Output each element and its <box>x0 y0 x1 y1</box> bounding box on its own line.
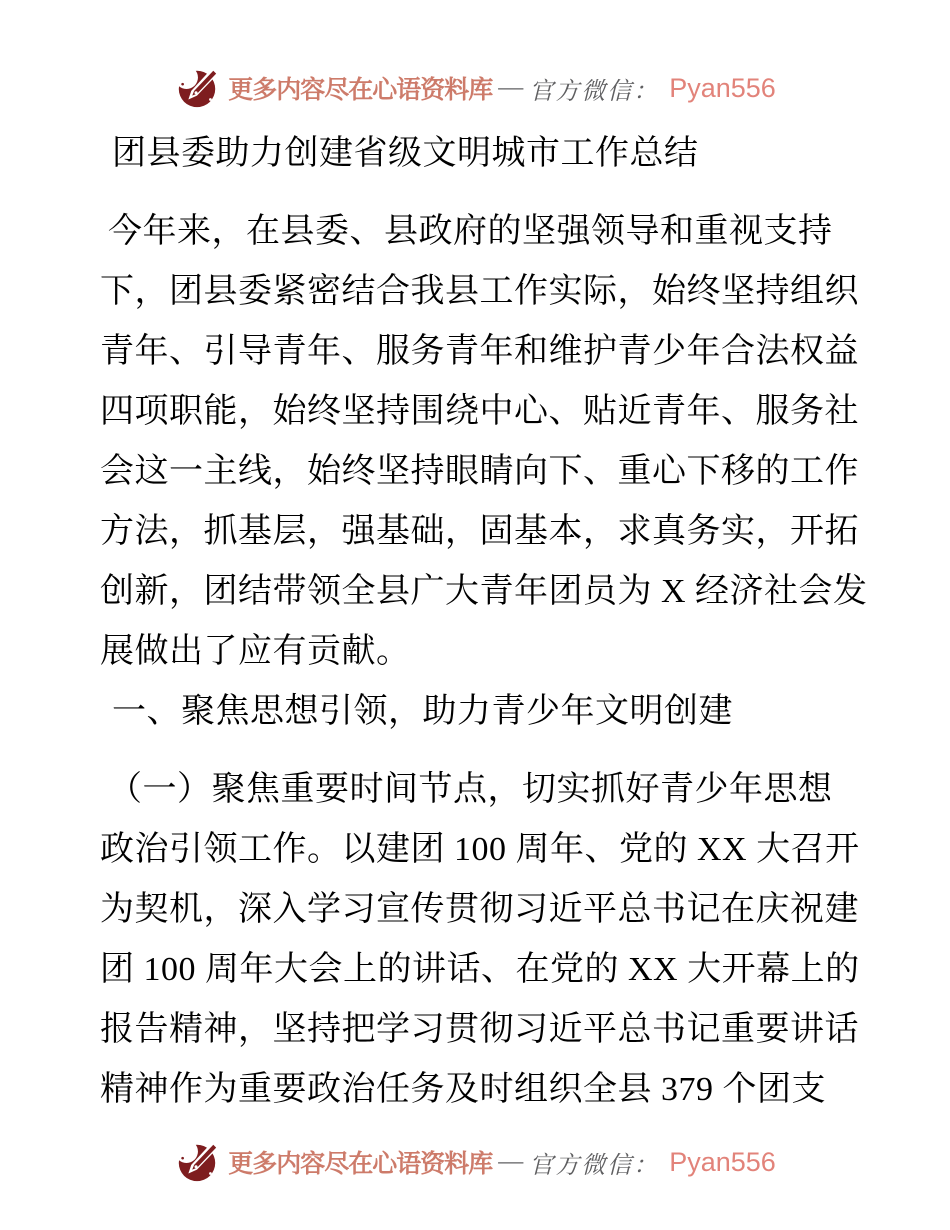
body-line: 青年、引导青年、服务青年和维护青少年合法权益 <box>100 333 859 370</box>
pen-logo-icon <box>174 65 220 111</box>
body-line: （一）聚焦重要时间节点，切实抓好青少年思想 <box>108 771 833 808</box>
section-heading: 一、聚焦思想引领，助力青少年文明创建 <box>112 693 733 730</box>
watermark-brand-text: 更多内容尽在心语资料库 <box>228 77 493 104</box>
body-line: 创新，团结带领全县广大青年团员为 X 经济社会发 <box>100 573 868 610</box>
body-line: 下，团县委紧密结合我县工作实际，始终坚持组织 <box>100 273 859 310</box>
watermark-label: 官方微信： <box>529 1152 660 1179</box>
watermark-dash: — <box>498 1148 524 1175</box>
body-line: 今年来，在县委、县政府的坚强领导和重视支持 <box>108 213 833 250</box>
footer-watermark <box>0 1134 950 1190</box>
body-line: 政治引领工作。以建团 100 周年、党的 XX 大召开 <box>100 831 860 868</box>
watermark-wechat-id: Pyan556 <box>669 1146 776 1177</box>
paragraph-2 <box>0 760 950 1120</box>
header-watermark <box>0 60 950 116</box>
pen-logo-icon <box>174 1139 220 1185</box>
body-line: 团 100 周年大会上的讲话、在党的 XX 大开幕上的 <box>100 951 860 988</box>
body-line: 为契机，深入学习宣传贯彻习近平总书记在庆祝建 <box>100 891 859 928</box>
document-title: 团县委助力创建省级文明城市工作总结 <box>112 135 699 172</box>
body-line: 报告精神，坚持把学习贯彻习近平总书记重要讲话 <box>100 1011 859 1048</box>
body-line: 四项职能，始终坚持围绕中心、贴近青年、服务社 <box>100 393 859 430</box>
watermark-label: 官方微信： <box>529 78 660 105</box>
watermark-dash: — <box>498 74 524 101</box>
body-line: 会这一主线，始终坚持眼睛向下、重心下移的工作 <box>100 453 859 490</box>
body-line: 展做出了应有贡献。 <box>100 633 411 670</box>
watermark-brand-text: 更多内容尽在心语资料库 <box>228 1151 493 1178</box>
body-line: 方法，抓基层，强基础，固基本，求真务实，开拓 <box>100 513 859 550</box>
watermark-wechat-id: Pyan556 <box>669 72 776 103</box>
paragraph-1 <box>0 202 950 682</box>
body-line: 精神作为重要政治任务及时组织全县 379 个团支 <box>100 1071 826 1108</box>
